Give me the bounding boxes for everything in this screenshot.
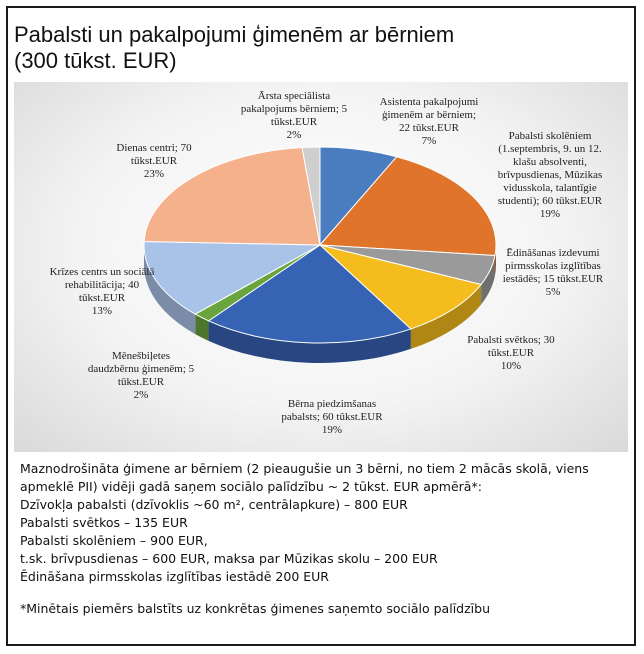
slice-label-percent-5: 2% — [133, 389, 149, 401]
slice-label-percent-2: 5% — [545, 286, 561, 298]
example-intro: Maznodrošināta ģimene ar bērniem (2 pieaugušie un 3 bērni, no tiem 2 mācās skolā, viens apmeklē PII) vidēji gadā saņem sociālo palīdzību ~ 2 tūkst. EUR apmērā*: — [20, 461, 589, 494]
page-title: Pabalsti un pakalpojumi ģimenēm ar bērniem (300 tūkst. EUR) — [14, 22, 455, 73]
slice-label-8 — [224, 90, 364, 142]
slice-label-text-8: Ārsta speciālista pakalpojums bērniem; 5 tūkst.EUR — [240, 90, 348, 128]
footnote: *Minētais piemērs balstīts uz konkrētas ģimenes saņemto sociālo palīdzību — [20, 601, 490, 616]
slice-label-4 — [252, 398, 412, 437]
slice-label-percent-1: 19% — [539, 208, 561, 220]
slice-label-percent-4: 19% — [321, 424, 343, 436]
slice-label-text-5: Mēnešbiļetes daudzbērnu ģimenēm; 5 tūkst.EUR — [87, 350, 195, 388]
slice-label-percent-6: 13% — [91, 305, 113, 317]
note-holidays: Pabalsti svētkos – 135 EUR — [20, 515, 188, 530]
slice-label-6 — [22, 266, 182, 318]
note-preschool-meals: Ēdināšana pirmsskolas izglītības iestādē 200 EUR — [20, 569, 329, 584]
slice-label-percent-3: 10% — [500, 360, 522, 372]
slice-label-text-2: Ēdināšanas izdevumi pirmsskolas izglītības iestādēs; 15 tūkst.EUR — [502, 247, 604, 285]
slice-label-text-6: Krīzes centrs un sociālā rehabilitācija; 40 tūkst.EUR — [49, 266, 155, 304]
slice-label-percent-7: 23% — [143, 168, 165, 180]
slice-label-percent-0: 7% — [421, 135, 437, 147]
note-lunch: t.sk. brīvpusdienas – 600 EUR, maksa par Mūzikas skolu – 200 EUR — [20, 551, 438, 566]
slice-label-percent-8: 2% — [286, 129, 302, 141]
note-housing: Dzīvokļa pabalsti (dzīvoklis ~60 m², centrālapkure) – 800 EUR — [20, 497, 408, 512]
slice-label-2 — [484, 247, 622, 299]
slice-label-text-1: Pabalsti skolēniem (1.septembris, 9. un 12. klašu absolventi, brīvpusdienas, Mūzikas vidusskola, talantīgie studenti); 60 tūkst.EUR — [497, 130, 603, 207]
slice-label-3 — [446, 334, 576, 373]
slice-label-1 — [480, 130, 620, 221]
note-pupils: Pabalsti skolēniem – 900 EUR, — [20, 533, 208, 548]
slice-label-text-7: Dienas centri; 70 tūkst.EUR — [116, 142, 192, 167]
slice-label-text-4: Bērna piedzimšanas pabalsts; 60 tūkst.EUR — [281, 398, 383, 423]
slice-label-text-0: Asistenta pakalpojumi ģimenēm ar bērniem; 22 tūkst.EUR — [379, 96, 479, 134]
slice-label-7 — [84, 142, 224, 181]
slice-label-text-3: Pabalsti svētkos; 30 tūkst.EUR — [467, 334, 555, 359]
notes-section — [20, 460, 620, 618]
slice-label-5 — [76, 350, 206, 402]
pie-chart-panel — [14, 82, 628, 452]
